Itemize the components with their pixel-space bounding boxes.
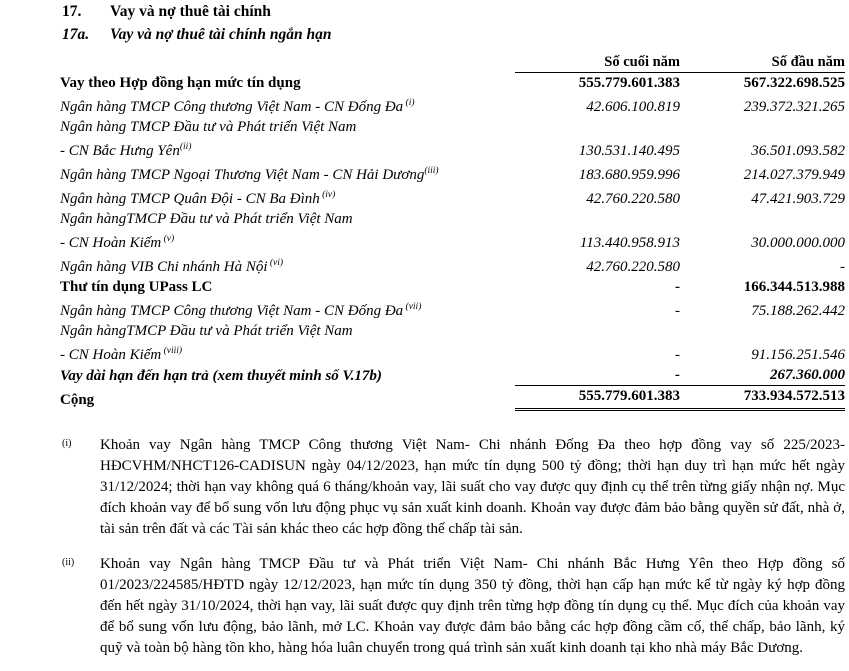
row-label bbox=[60, 365, 515, 386]
row-label-line1: Ngân hàng TMCP Quân Đội - CN Ba Đình bbox=[60, 191, 320, 207]
cell-start-of-year: 30.000.000.000 bbox=[751, 235, 845, 251]
cell-start-of-year: 239.372.321.265 bbox=[743, 99, 845, 115]
cell-end-of-year: 130.531.140.495 bbox=[578, 143, 680, 159]
table-total-row bbox=[60, 386, 845, 410]
footnote-marker: (i) bbox=[62, 438, 72, 449]
row-label-line1: Vay theo Hợp đồng hạn mức tín dụng bbox=[60, 75, 301, 91]
total-end-of-year: 555.779.601.383 bbox=[515, 386, 680, 410]
total-label: Cộng bbox=[60, 391, 95, 408]
table-row bbox=[60, 73, 845, 94]
row-label-line1: Thư tín dụng UPass LC bbox=[60, 279, 213, 295]
footnotes-section bbox=[0, 435, 849, 659]
cell-start-of-year: 75.188.262.442 bbox=[751, 303, 845, 319]
table-row bbox=[60, 117, 845, 161]
footnote-ref[interactable]: (viii) bbox=[161, 346, 183, 356]
row-label-line1: Ngân hàngTMCP Đầu tư và Phát triển Việt Nam bbox=[60, 211, 353, 227]
cell-start-of-year: 91.156.251.546 bbox=[751, 347, 845, 363]
row-label-line1: Ngân hàng TMCP Đầu tư và Phát triển Việt Nam bbox=[60, 119, 357, 135]
row-label bbox=[60, 161, 515, 185]
footnote-marker: (ii) bbox=[62, 557, 75, 568]
section-number-main: 17. bbox=[62, 3, 82, 20]
cell-start-of-year: 267.360.000 bbox=[770, 367, 845, 383]
row-label bbox=[60, 297, 515, 321]
row-label-line2: - CN Hoàn Kiếm $^{(viii)}$ bbox=[60, 346, 183, 363]
footnote-item bbox=[0, 554, 849, 659]
row-label bbox=[60, 209, 515, 253]
table-row bbox=[60, 161, 845, 185]
table-row bbox=[60, 209, 845, 253]
section-heading-sub bbox=[0, 23, 849, 46]
section-heading-main bbox=[0, 0, 849, 23]
row-label-line1: Vay dài hạn đến hạn trả (xem thuyết minh số V.17b) bbox=[60, 367, 382, 384]
footnote-ref[interactable]: (vi) bbox=[267, 258, 284, 268]
cell-start-of-year: 47.421.903.729 bbox=[751, 191, 845, 207]
row-label-line1: Ngân hàng TMCP Công thương Việt Nam - CN Đống Đa bbox=[60, 99, 404, 115]
row-label-line1: Ngân hàng TMCP Ngoại Thương Việt Nam - CN Hải Dương bbox=[60, 167, 425, 183]
row-label bbox=[60, 185, 515, 209]
total-start-of-year: 733.934.572.513 bbox=[680, 386, 845, 410]
row-label bbox=[60, 253, 515, 277]
row-label-line2: - CN Hoàn Kiếm $^{(v)}$ bbox=[60, 234, 175, 251]
row-label-line1: Ngân hàng TMCP Công thương Việt Nam - CN Đống Đa bbox=[60, 303, 404, 319]
column-header-label bbox=[60, 52, 515, 73]
row-label bbox=[60, 321, 515, 365]
row-label-line1: Ngân hàngTMCP Đầu tư và Phát triển Việt Nam bbox=[60, 323, 353, 339]
cell-end-of-year: 555.779.601.383 bbox=[578, 75, 680, 91]
cell-end-of-year: 42.760.220.580 bbox=[586, 259, 680, 275]
table-body bbox=[60, 73, 845, 410]
footnote-ref[interactable]: (i) bbox=[403, 98, 415, 108]
table-row bbox=[60, 365, 845, 386]
row-label bbox=[60, 117, 515, 161]
cell-start-of-year: 166.344.513.988 bbox=[743, 279, 845, 295]
table-row bbox=[60, 277, 845, 297]
row-label bbox=[60, 73, 515, 94]
footnote-ref[interactable]: (v) bbox=[161, 234, 175, 244]
cell-start-of-year: - bbox=[840, 259, 845, 275]
row-label-line1: Ngân hàng VIB Chi nhánh Hà Nội bbox=[60, 259, 268, 275]
cell-start-of-year: 36.501.093.582 bbox=[751, 143, 845, 159]
table-row bbox=[60, 185, 845, 209]
cell-end-of-year: - bbox=[675, 303, 680, 319]
section-number-sub: 17a. bbox=[62, 26, 90, 43]
cell-end-of-year: 42.606.100.819 bbox=[586, 99, 680, 115]
short-term-borrowings-table bbox=[60, 52, 845, 411]
cell-end-of-year: - bbox=[675, 347, 680, 363]
footnote-item bbox=[0, 435, 849, 540]
cell-end-of-year: 183.680.959.996 bbox=[578, 167, 680, 183]
row-label-line2: - CN Bắc Hưng Yên$^{(ii)}$ bbox=[60, 142, 192, 159]
footnote-text: Khoản vay Ngân hàng TMCP Công thương Việt Nam- Chi nhánh Đống Đa theo hợp đồng vay số 225/2023-HĐCVHM/NHCT126-CADISUN ngày 04/12/2023, hạn mức tín dụng 500 tỷ đồng; thời hạn duy trì hạn mức hết ngày 31/12/2024; thời hạn vay không quá 6 tháng/khoản vay, lãi suất cho vay được quy định cụ thể trên từng giấy nhận nợ. Mục đích khoản vay để bổ sung vốn lưu động phục vụ sản xuất kinh doanh. Khoản vay được đảm bảo bằng quyền sử đất, nhà ở, tài sản trên đất và các Tài sản khác theo các hợp đồng thế chấp tài sản. bbox=[100, 437, 845, 537]
table-header bbox=[60, 52, 845, 73]
table-row bbox=[60, 253, 845, 277]
table-row bbox=[60, 297, 845, 321]
footnote-ref[interactable]: (iv) bbox=[319, 190, 336, 200]
cell-end-of-year: 113.440.958.913 bbox=[579, 235, 680, 251]
footnote-ref[interactable]: (iii) bbox=[424, 166, 439, 176]
cell-start-of-year: 567.322.698.525 bbox=[743, 75, 845, 91]
column-header-start-of-year: Số đầu năm bbox=[680, 52, 845, 73]
section-title-main: Vay và nợ thuê tài chính bbox=[110, 3, 271, 20]
footnote-text: Khoản vay Ngân hàng TMCP Đầu tư và Phát triển Việt Nam- Chi nhánh Bắc Hưng Yên theo Hợp đồng số 01/2023/224585/HĐTD ngày 12/12/2023, hạn mức tín dụng 350 tỷ đồng, thời hạn cấp hạn mức kể từ ngày ký hợp đồng đến hết ngày 31/10/2024, thời hạn vay, lãi suất được quy định trên từng hợp đồng tín dụng cụ thể. Mục đích của khoản vay để bổ sung vốn lưu động, bảo lãnh, mở LC. Khoản vay được đảm bảo bằng các hợp đồng cầm cố, thế chấp, bảo lãnh, ký quỹ và toàn bộ hàng tồn kho, hàng hóa luân chuyển trong quá trình sản xuất kinh doanh tại kho nhà máy Bắc Dương. bbox=[100, 556, 845, 656]
row-label bbox=[60, 277, 515, 297]
column-header-end-of-year: Số cuối năm bbox=[515, 52, 680, 73]
section-title-sub: Vay và nợ thuê tài chính ngắn hạn bbox=[110, 26, 332, 43]
footnote-ref[interactable]: (vii) bbox=[403, 302, 422, 312]
cell-end-of-year: 42.760.220.580 bbox=[586, 191, 680, 207]
cell-end-of-year: - bbox=[675, 367, 680, 383]
table-row bbox=[60, 93, 845, 117]
cell-end-of-year: - bbox=[675, 279, 680, 295]
cell-start-of-year: 214.027.379.949 bbox=[743, 167, 845, 183]
footnote-ref[interactable]: (ii) bbox=[179, 142, 192, 152]
table-row bbox=[60, 321, 845, 365]
row-label bbox=[60, 93, 515, 117]
table-header-row bbox=[60, 52, 845, 73]
